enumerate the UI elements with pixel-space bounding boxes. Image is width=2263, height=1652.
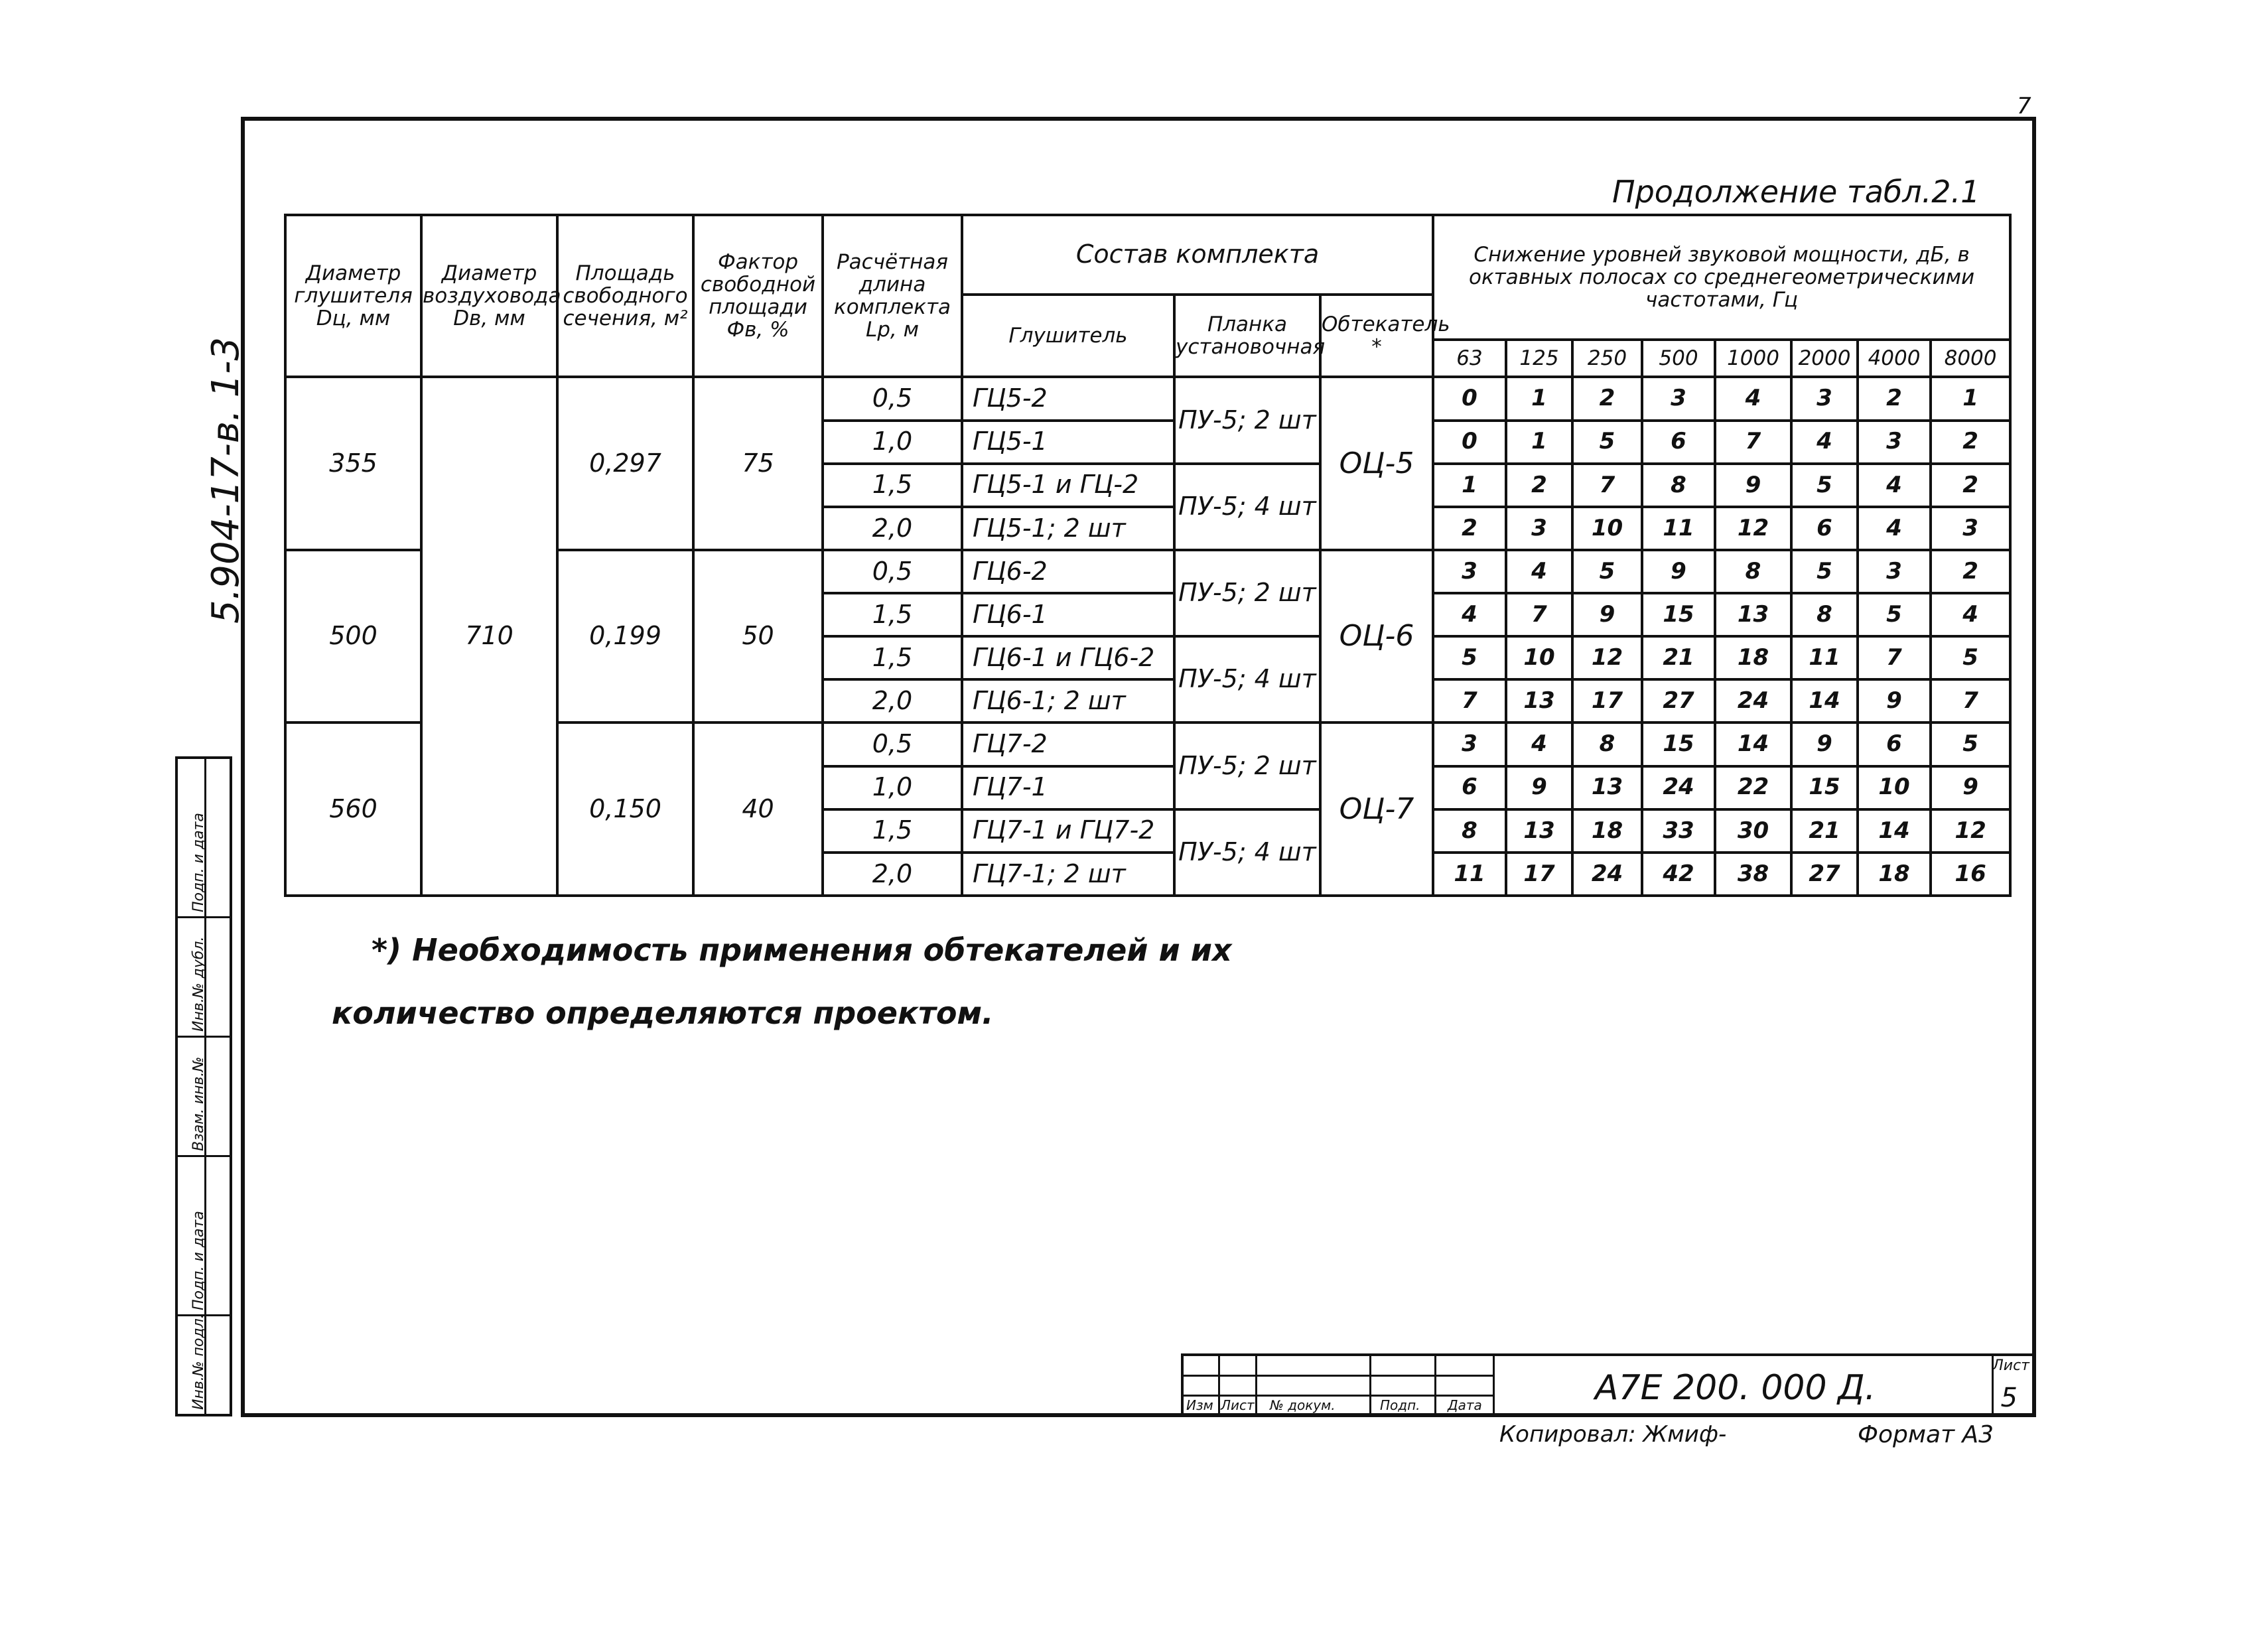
cell-design-length: 1,0: [823, 766, 962, 809]
side-stamp-label: Подп. и дата: [190, 1211, 207, 1310]
cell-reduction-value: 2: [1572, 377, 1642, 420]
cell-reduction-value: 21: [1642, 636, 1715, 679]
cell-reduction-value: 5: [1791, 550, 1858, 593]
cell-reduction-value: 27: [1791, 853, 1858, 896]
cell-reduction-value: 14: [1715, 723, 1791, 766]
cell-reduction-value: 8: [1715, 550, 1791, 593]
cell-reduction-value: 7: [1572, 464, 1642, 507]
side-stamp-label: Инв.№ дубл.: [190, 936, 207, 1032]
tb-label-sign: Подп.: [1380, 1397, 1420, 1413]
sound-reduction-table: [284, 214, 2012, 897]
cell-reduction-value: 9: [1642, 550, 1715, 593]
cell-muffler: ГЦ6-1 и ГЦ6-2: [962, 636, 1174, 679]
cell-muffler: ГЦ5-2: [962, 377, 1174, 420]
cell-reduction-value: 8: [1572, 723, 1642, 766]
cell-free-area: 0,199: [557, 550, 693, 723]
cell-reduction-value: 7: [1715, 421, 1791, 464]
cell-muffler: ГЦ6-2: [962, 550, 1174, 593]
cell-reduction-value: 12: [1715, 507, 1791, 550]
cell-design-length: 1,5: [823, 636, 962, 679]
cell-reduction-value: 3: [1506, 507, 1572, 550]
cell-mounting-plank: ПУ-5; 4 шт: [1174, 464, 1320, 550]
side-stamp-cell: [178, 759, 230, 918]
side-stamp-cell: [178, 1038, 230, 1157]
cell-reduction-value: 4: [1858, 507, 1931, 550]
cell-reduction-value: 10: [1506, 636, 1572, 679]
header-duct-diameter: Диаметр воздуховода Dв, мм: [421, 215, 557, 377]
cell-muffler-diameter: 355: [285, 377, 421, 550]
cell-reduction-value: 1: [1931, 377, 2010, 420]
cell-reduction-value: 18: [1572, 809, 1642, 853]
cell-reduction-value: 5: [1791, 464, 1858, 507]
cell-reduction-value: 2: [1931, 421, 2010, 464]
copied-by: Копировал: Жмиф-: [1499, 1421, 1727, 1448]
cell-reduction-value: 15: [1642, 723, 1715, 766]
cell-reduction-value: 22: [1715, 766, 1791, 809]
cell-reduction-value: 9: [1791, 723, 1858, 766]
cell-reduction-value: 33: [1642, 809, 1715, 853]
footnote-line-2: количество определяются проектом.: [332, 995, 994, 1031]
header-frequency: 8000: [1931, 340, 2010, 377]
cell-reduction-value: 8: [1433, 809, 1506, 853]
cell-reduction-value: 16: [1931, 853, 2010, 896]
cell-fairing: ОЦ-6: [1320, 550, 1433, 723]
table-row: [285, 377, 2010, 420]
tb-label-date: Дата: [1448, 1397, 1482, 1413]
cell-muffler: ГЦ7-1 и ГЦ7-2: [962, 809, 1174, 853]
cell-reduction-value: 4: [1506, 723, 1572, 766]
cell-design-length: 1,5: [823, 464, 962, 507]
cell-reduction-value: 11: [1791, 636, 1858, 679]
cell-design-length: 2,0: [823, 853, 962, 896]
cell-reduction-value: 6: [1642, 421, 1715, 464]
header-row: [285, 215, 2010, 295]
cell-reduction-value: 15: [1642, 593, 1715, 636]
cell-reduction-value: 24: [1642, 766, 1715, 809]
cell-reduction-value: 7: [1506, 593, 1572, 636]
side-stamp-label: Инв.№ подл.: [190, 1314, 207, 1410]
cell-design-length: 0,5: [823, 377, 962, 420]
tb-divider: [1184, 1395, 1493, 1397]
cell-reduction-value: 0: [1433, 377, 1506, 420]
cell-design-length: 0,5: [823, 723, 962, 766]
cell-reduction-value: 13: [1506, 809, 1572, 853]
cell-design-length: 1,0: [823, 421, 962, 464]
cell-reduction-value: 9: [1858, 679, 1931, 723]
header-muffler: Глушитель: [962, 295, 1174, 377]
document-number: А7Е 200. 000 Д.: [1595, 1368, 1876, 1408]
cell-muffler: ГЦ5-1 и ГЦ-2: [962, 464, 1174, 507]
header-mounting-plank: Планка установочная: [1174, 295, 1320, 377]
cell-reduction-value: 2: [1931, 550, 2010, 593]
cell-design-length: 0,5: [823, 550, 962, 593]
cell-free-area: 0,150: [557, 723, 693, 896]
cell-reduction-value: 11: [1642, 507, 1715, 550]
cell-reduction-value: 2: [1506, 464, 1572, 507]
cell-reduction-value: 27: [1642, 679, 1715, 723]
sheet-number: 5: [2000, 1383, 2018, 1413]
cell-reduction-value: 3: [1858, 421, 1931, 464]
cell-reduction-value: 9: [1506, 766, 1572, 809]
cell-muffler: ГЦ7-2: [962, 723, 1174, 766]
cell-reduction-value: 17: [1572, 679, 1642, 723]
cell-reduction-value: 3: [1433, 550, 1506, 593]
cell-free-area-factor: 40: [693, 723, 823, 896]
tb-label-docnum: № докум.: [1270, 1397, 1336, 1413]
side-stamp-cell: [178, 1316, 230, 1414]
cell-reduction-value: 10: [1572, 507, 1642, 550]
cell-mounting-plank: ПУ-5; 2 шт: [1174, 550, 1320, 636]
cell-reduction-value: 38: [1715, 853, 1791, 896]
cell-reduction-value: 8: [1642, 464, 1715, 507]
header-muffler-diameter: Диаметр глушителя Dц, мм: [285, 215, 421, 377]
cell-mounting-plank: ПУ-5; 2 шт: [1174, 723, 1320, 809]
cell-reduction-value: 3: [1642, 377, 1715, 420]
tb-label-sheet: Лист: [1221, 1397, 1255, 1413]
cell-reduction-value: 24: [1715, 679, 1791, 723]
tb-divider: [1218, 1356, 1220, 1414]
cell-reduction-value: 1: [1433, 464, 1506, 507]
footnote-line-1: *) Необходимость применения обтекателей и их: [372, 932, 1232, 968]
cell-reduction-value: 42: [1642, 853, 1715, 896]
header-frequency: 2000: [1791, 340, 1858, 377]
cell-reduction-value: 4: [1931, 593, 2010, 636]
cell-reduction-value: 4: [1715, 377, 1791, 420]
tb-divider: [1493, 1356, 1495, 1414]
cell-muffler: ГЦ5-1; 2 шт: [962, 507, 1174, 550]
cell-reduction-value: 4: [1433, 593, 1506, 636]
cell-reduction-value: 9: [1715, 464, 1791, 507]
cell-reduction-value: 7: [1858, 636, 1931, 679]
side-stamp-label: Взам. инв.№: [190, 1056, 207, 1151]
sheet-format: Формат А3: [1858, 1421, 1994, 1448]
cell-reduction-value: 13: [1715, 593, 1791, 636]
cell-fairing: ОЦ-5: [1320, 377, 1433, 550]
cell-reduction-value: 6: [1433, 766, 1506, 809]
cell-reduction-value: 17: [1506, 853, 1572, 896]
cell-reduction-value: 18: [1715, 636, 1791, 679]
header-free-area-factor: Фактор свободной площади Фв, %: [693, 215, 823, 377]
cell-reduction-value: 1: [1506, 421, 1572, 464]
cell-design-length: 2,0: [823, 679, 962, 723]
side-stamp-cell: [178, 1157, 230, 1316]
tb-divider: [1184, 1375, 1493, 1377]
header-fairing: Обтекатель *: [1320, 295, 1433, 377]
header-frequency: 250: [1572, 340, 1642, 377]
header-kit-composition: Состав комплекта: [962, 215, 1433, 295]
side-stamp-cell: [178, 918, 230, 1038]
cell-reduction-value: 12: [1931, 809, 2010, 853]
cell-muffler: ГЦ7-1; 2 шт: [962, 853, 1174, 896]
cell-reduction-value: 6: [1858, 723, 1931, 766]
cell-reduction-value: 15: [1791, 766, 1858, 809]
cell-design-length: 1,5: [823, 809, 962, 853]
cell-free-area-factor: 50: [693, 550, 823, 723]
cell-muffler-diameter: 560: [285, 723, 421, 896]
cell-reduction-value: 21: [1791, 809, 1858, 853]
cell-mounting-plank: ПУ-5; 4 шт: [1174, 809, 1320, 896]
cell-reduction-value: 1: [1506, 377, 1572, 420]
cell-fairing: ОЦ-7: [1320, 723, 1433, 896]
cell-reduction-value: 14: [1858, 809, 1931, 853]
header-free-area: Площадь свободного сечения, м²: [557, 215, 693, 377]
tb-divider: [1255, 1356, 1257, 1414]
cell-muffler: ГЦ5-1: [962, 421, 1174, 464]
header-frequency: 500: [1642, 340, 1715, 377]
cell-duct-diameter: 710: [421, 377, 557, 896]
header-frequency: 63: [1433, 340, 1506, 377]
cell-reduction-value: 0: [1433, 421, 1506, 464]
header-frequency: 4000: [1858, 340, 1931, 377]
cell-reduction-value: 6: [1791, 507, 1858, 550]
cell-reduction-value: 9: [1931, 766, 2010, 809]
table-continuation-caption: Продолжение табл.2.1: [1612, 174, 1980, 210]
cell-reduction-value: 8: [1791, 593, 1858, 636]
cell-reduction-value: 4: [1506, 550, 1572, 593]
title-block: [1181, 1353, 2036, 1417]
cell-reduction-value: 4: [1791, 421, 1858, 464]
cell-reduction-value: 11: [1433, 853, 1506, 896]
cell-muffler-diameter: 500: [285, 550, 421, 723]
header-design-length: Расчётная длина комплекта Lр, м: [823, 215, 962, 377]
cell-reduction-value: 2: [1433, 507, 1506, 550]
cell-reduction-value: 2: [1858, 377, 1931, 420]
cell-reduction-value: 5: [1572, 421, 1642, 464]
cell-mounting-plank: ПУ-5; 4 шт: [1174, 636, 1320, 723]
cell-muffler: ГЦ7-1: [962, 766, 1174, 809]
cell-reduction-value: 3: [1433, 723, 1506, 766]
cell-muffler: ГЦ6-1: [962, 593, 1174, 636]
cell-reduction-value: 4: [1858, 464, 1931, 507]
cell-reduction-value: 10: [1858, 766, 1931, 809]
cell-muffler: ГЦ6-1; 2 шт: [962, 679, 1174, 723]
cell-mounting-plank: ПУ-5; 2 шт: [1174, 377, 1320, 463]
corner-mark: 7: [2017, 93, 2031, 119]
side-stamp-label: Подп. и дата: [190, 813, 207, 912]
side-stamp: [175, 756, 232, 1416]
cell-reduction-value: 2: [1931, 464, 2010, 507]
sheet-label: Лист: [1992, 1357, 2029, 1374]
header-frequency: 125: [1506, 340, 1572, 377]
tb-divider: [1434, 1356, 1436, 1414]
cell-reduction-value: 3: [1791, 377, 1858, 420]
tb-divider: [1369, 1356, 1371, 1414]
vertical-document-code: 5.904-17-в. 1-3: [204, 336, 247, 624]
cell-reduction-value: 30: [1715, 809, 1791, 853]
cell-reduction-value: 12: [1572, 636, 1642, 679]
cell-free-area: 0,297: [557, 377, 693, 550]
cell-reduction-value: 7: [1433, 679, 1506, 723]
cell-reduction-value: 5: [1572, 550, 1642, 593]
cell-reduction-value: 13: [1506, 679, 1572, 723]
cell-reduction-value: 5: [1931, 723, 2010, 766]
header-frequency: 1000: [1715, 340, 1791, 377]
cell-reduction-value: 18: [1858, 853, 1931, 896]
cell-reduction-value: 14: [1791, 679, 1858, 723]
cell-reduction-value: 13: [1572, 766, 1642, 809]
cell-reduction-value: 3: [1931, 507, 2010, 550]
header-sound-reduction: Снижение уровней звуковой мощности, дБ, в октавных полосах со среднегеометрическими частотами, Гц: [1433, 215, 2010, 340]
cell-design-length: 2,0: [823, 507, 962, 550]
cell-reduction-value: 7: [1931, 679, 2010, 723]
cell-reduction-value: 24: [1572, 853, 1642, 896]
cell-reduction-value: 3: [1858, 550, 1931, 593]
cell-free-area-factor: 75: [693, 377, 823, 550]
cell-reduction-value: 5: [1931, 636, 2010, 679]
cell-reduction-value: 5: [1433, 636, 1506, 679]
cell-reduction-value: 5: [1858, 593, 1931, 636]
tb-label-change: Изм: [1186, 1397, 1213, 1413]
cell-design-length: 1,5: [823, 593, 962, 636]
cell-reduction-value: 9: [1572, 593, 1642, 636]
